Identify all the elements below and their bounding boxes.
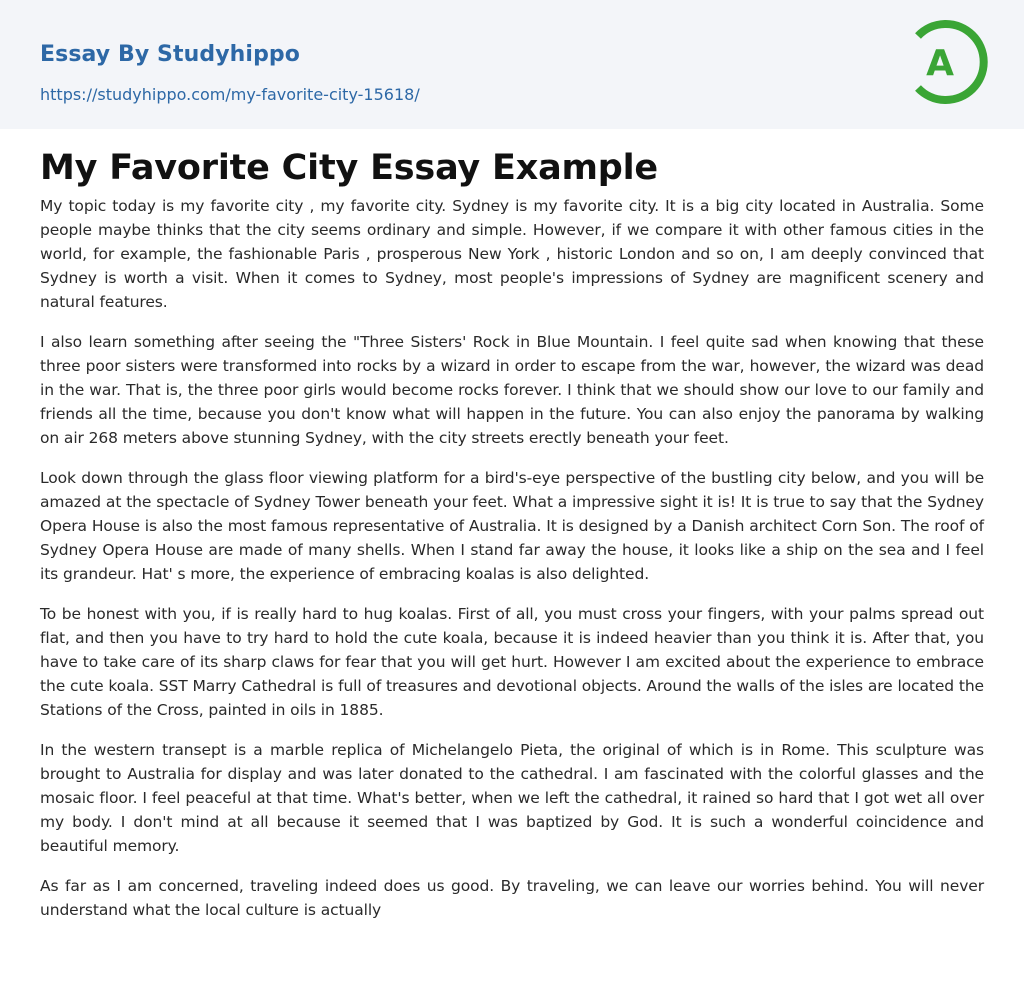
essay-paragraph: I also learn something after seeing the "Three Sisters' Rock in Blue Mountain. I feel quite sad when knowing that these three poor sisters were transformed into rocks by a wizard in order to escape from the war, however, the wizard was dead in the war. That is, the three poor girls would become rocks forever. I think that we should show our love to our family and friends all the time, because you don't know what will happen in the future. You can also enjoy the panorama by walking on air 268 meters above stunning Sydney, with the city streets erectly beneath your feet. — [40, 333, 984, 447]
essay-paragraph: Look down through the glass floor viewing platform for a bird's-eye perspective of the bustling city below, and you will be amazed at the spectacle of Sydney Tower beneath your feet. What a impressive sight it is! It is true to say that the Sydney Opera House is also the most famous representative of Australia. It is designed by a Danish architect Corn Son. The roof of Sydney Opera House are made of many shells. When I stand far away the house, it looks like a ship on the sea and I feel its grandeur. Hat' s more, the experience of embracing koalas is also delighted. — [40, 469, 984, 583]
essay-paragraph: In the western transept is a marble replica of Michelangelo Pieta, the original of which is in Rome. This sculpture was brought to Australia for display and was later donated to the cathedral. I am fascinated with the colorful glasses and the mosaic floor. I feel peaceful at that time. What's better, when we left the cathedral, it rained so hard that I got wet all over my body. I don't mind at all because it seemed that I was baptized by God. It is such a wonderful coincidence and beautiful memory. — [40, 741, 984, 855]
essay-paragraph: My topic today is my favorite city , my favorite city. Sydney is my favorite city. It is a big city located in Australia. Some people maybe thinks that the city seems ordinary and simple. However, if we compare it with other famous cities in the world, for example, the fashionable Paris , prosperous New York , historic London and so on, I am deeply convinced that Sydney is worth a visit. When it comes to Sydney, most people's impressions of Sydney are magnificent scenery and natural features. — [40, 197, 984, 311]
brand-link[interactable]: Essay By Studyhippo — [40, 42, 300, 67]
essay-paragraph: To be honest with you, if is really hard to hug koalas. First of all, you must cross your fingers, with your palms spread out flat, and then you have to try hard to hold the cute koala, because it is indeed heavier than you think it is. After that, you have to take care of its sharp claws for fear that you will get hurt. However I am excited about the experience to embrace the cute koala. SST Marry Cathedral is full of treasures and devotional objects. Around the walls of the isles are located the Stations of the Cross, painted in oils in 1885. — [40, 605, 984, 719]
source-url-link[interactable]: https://studyhippo.com/my-favorite-city-15618/ — [40, 85, 420, 104]
logo-letter: A — [926, 43, 954, 84]
studyhippo-logo-icon[interactable] — [910, 17, 988, 107]
page-header — [0, 0, 1024, 129]
page-title: My Favorite City Essay Example — [40, 148, 658, 188]
essay-paragraph: As far as I am concerned, traveling indeed does us good. By traveling, we can leave our worries behind. You will never understand what the local culture is actually — [40, 877, 984, 919]
essay-body — [40, 194, 984, 938]
